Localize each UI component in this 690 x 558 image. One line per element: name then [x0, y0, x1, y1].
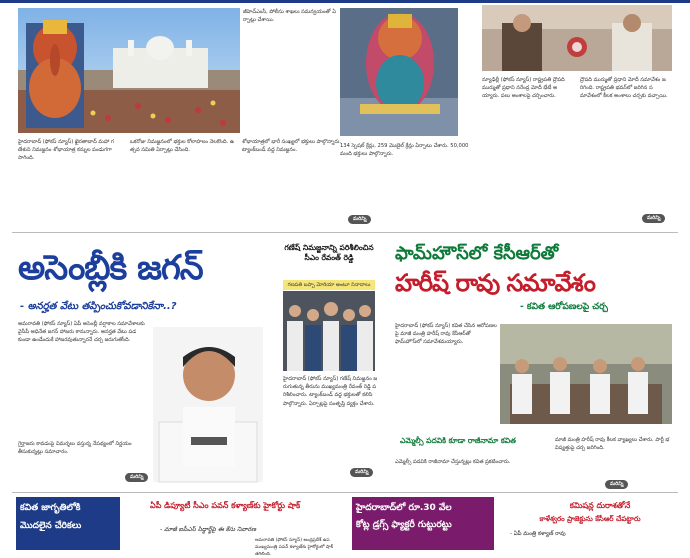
drugs-headline-1: హైదరాబాద్‌లో రూ.30 వేల [356, 503, 452, 513]
cm-col-1: హైదరాబాద్‌ (ఫోకస్‌ న్యూస్‌) గణేష్‌ నిమజ్జనం జరుగుతున్న తీరును ముఖ్యమంత్రి రేవంత్‌ రెడ్డి పరిశీలించారు. ట్యాంక్‌బండ్‌ వద్ద భక్తులతో కలిసి పాల్గొన్నారు. ఏర్పాట్లపై సంతృప్తి వ్యక్తం చేశారు. [283, 376, 378, 407]
read-more-badge-3[interactable]: మరిన్ని [125, 473, 148, 482]
jagan-headline: అసెంబ్లీకి జగన్‌ [18, 248, 203, 288]
jagan-col-2: గైర్హాజరు కావడంపై విమర్శలు వస్తున్న నేపథ్యంలో నిర్ణయం తీసుకున్నట్లు సమాచారం. [18, 441, 132, 456]
jagan-subhead: - అనర్హత వేటు తప్పించుకోవడానికేనా..? [20, 301, 177, 312]
cm-photo-strip: గణపతి బప్పా మోరియా అంటూ నినాదాలు [283, 280, 375, 290]
read-more-badge-2[interactable]: మరిన్ని [642, 214, 665, 223]
ganesh-story-text [18, 138, 348, 208]
commission-headline-2: కాళేశ్వరం ప్రాజెక్టును కేసీఆర్‌ చేపట్టారు [539, 515, 641, 523]
horizontal-rule-bottom [12, 492, 678, 493]
kavitha-headline-1: కవిత జాగృతిలోకి [20, 503, 81, 513]
ganesh-col-1: హైదరాబాద్‌ (ఫోకస్‌ న్యూస్‌) ఖైరతాబాద్‌ మహా గణేశుని నిమజ్జనం శోభాయాత్ర కన్నుల పండుగగా సాగింది. [18, 139, 114, 162]
cm-story-text [283, 375, 378, 475]
pawan-subhead: - మాజీ ఐపీఎస్‌ సిద్ధార్థ్‌పై ఈ కేసు నివారణ [160, 526, 257, 533]
ganesh-statue-photo [340, 8, 458, 136]
ganesh-col-2: ఒకరోజు నిమజ్జనంలో భక్తుల కోలాహలం నెలకొంది. ఉత్సవ సమితి ఏర్పాట్లు చేసింది. [130, 139, 234, 154]
president-col-1: న్యూఢిల్లీ (ఫోకస్‌ న్యూస్‌) రాష్ట్రపతి ద్రౌపది ముర్ముతో ప్రధాని నరేంద్ర మోదీ భేటీ అయ్యారు. పలు అంశాలపై చర్చించారు. [482, 77, 565, 100]
ganesh-immersion-photo [18, 8, 240, 133]
harish-story-text [395, 322, 497, 432]
harish-col-1: హైదరాబాద్‌ (ఫోకస్‌ న్యూస్‌) కవిత చేసిన ఆరోపణలపై మాజీ మంత్రి హరీష్‌ రావు కేసీఆర్‌తో ఫామ్‌హౌస్‌లో సమావేశమయ్యారు. [395, 323, 497, 346]
ganesh-story-text-right [243, 8, 338, 133]
pawan-headline: ఏపీ డిప్యూటీ సీఎం పవన్‌ కళ్యాణ్‌కు హైకోర్టు షాక్‌ [150, 501, 301, 510]
page-top-bar [0, 0, 690, 3]
cm-headline: గణేష్‌ నిమజ్జనాన్ని పరిశీలించిన సీఎం రేవంత్‌ రెడ్డి [284, 243, 374, 262]
statue-caption [340, 142, 480, 212]
president-meeting-photo [482, 5, 672, 71]
harish-meeting-photo [500, 324, 672, 424]
harish-headline: హరీష్‌ రావు సమావేశం [395, 269, 595, 297]
president-col-2: ద్రౌపది ముర్ముతో ప్రధాని మోదీ సమావేశం జరిగింది. రాష్ట్రపతి భవన్‌లో జరిగిన సమావేశంలో కీలక అంశాలు చర్చకు వచ్చాయి. [580, 77, 668, 100]
read-more-badge-1[interactable]: మరిన్ని [348, 215, 371, 224]
jagan-portrait-photo [153, 327, 263, 482]
harish-subhead-2: ఎమ్మెల్సీ పదవికి కూడా రాజీనామా కవిత [400, 436, 516, 445]
kavitha-headline-2: మొదలైన చేరికలు [20, 521, 82, 531]
ganesh-col-4: జీహెచ్‌ఎంసీ, పోలీసు శాఖలు సమన్వయంతో ఏర్పాట్లు చేశాయి. [243, 9, 336, 24]
statue-caption-text: 134 స్పెషల్‌ క్రేన్లు, 259 మొబైల్‌ క్రేన్లు ఏర్పాటు చేశారు. 50,000 మంది భక్తులు పాల్గొన్నారు. [340, 143, 469, 158]
jagan-col-1: అమరావతి (ఫోకస్‌ న్యూస్‌) ఏపీ అసెంబ్లీ వర్షాకాల సమావేశాలకు వైసీపీ అధినేత జగన్‌ హాజరు కానున్నారు. అనర్హత వేటు పడకుండా ఉండేందుకే హాజరవుతున్నారనే చర్చ జరుగుతోంది. [18, 321, 145, 344]
drugs-headline-2: కోట్ల డ్రగ్స్‌ ఫ్యాక్టరీ గుట్టురట్టు [356, 520, 452, 530]
commission-subhead: - ఏపీ మంత్రి కళ్యాణ్‌ రావు [510, 531, 566, 537]
harish-subhead: - కవిత ఆరోపణలపై చర్చ [520, 302, 608, 312]
read-more-badge-5[interactable]: మరిన్ని [605, 480, 628, 489]
pawan-body: అమరావతి (ఫోకస్‌ న్యూస్‌) ఆంధ్రప్రదేశ్‌ ఉప ముఖ్యమంత్రి పవన్‌ కళ్యాణ్‌కు హైకోర్టులో షాక్‌ తగిలింది. [255, 538, 333, 557]
harish-col-2: మాజీ మంత్రి హరీష్‌ రావు కీలక వ్యాఖ్యలు చేశారు. పార్టీ భవిష్యత్తుపై చర్చ జరిగింది. [555, 437, 670, 452]
ganesh-col-3: శోభాయాత్రలో భారీ సంఖ్యలో భక్తులు పాల్గొన్నారు. ట్యాంక్‌బండ్‌ వద్ద నిమజ్జనం. [242, 139, 341, 154]
commission-headline-1: కమిషన్ల దురాశతోనే [569, 501, 631, 510]
harish-col-1b: ఎమ్మెల్సీ పదవికి రాజీనామా చేస్తున్నట్లు కవిత ప్రకటించారు. [395, 459, 511, 465]
horizontal-rule-top [12, 232, 678, 233]
harish-story-text-3 [555, 436, 675, 484]
president-story-text [482, 76, 672, 206]
harish-kicker: ఫామ్‌హౌస్‌లో కేసీఆర్‌తో [395, 243, 559, 264]
harish-story-text-2 [395, 458, 555, 488]
cm-crowd-photo [283, 291, 375, 371]
read-more-badge-4[interactable]: మరిన్ని [350, 468, 373, 477]
jagan-story-text-bottom [18, 440, 143, 490]
